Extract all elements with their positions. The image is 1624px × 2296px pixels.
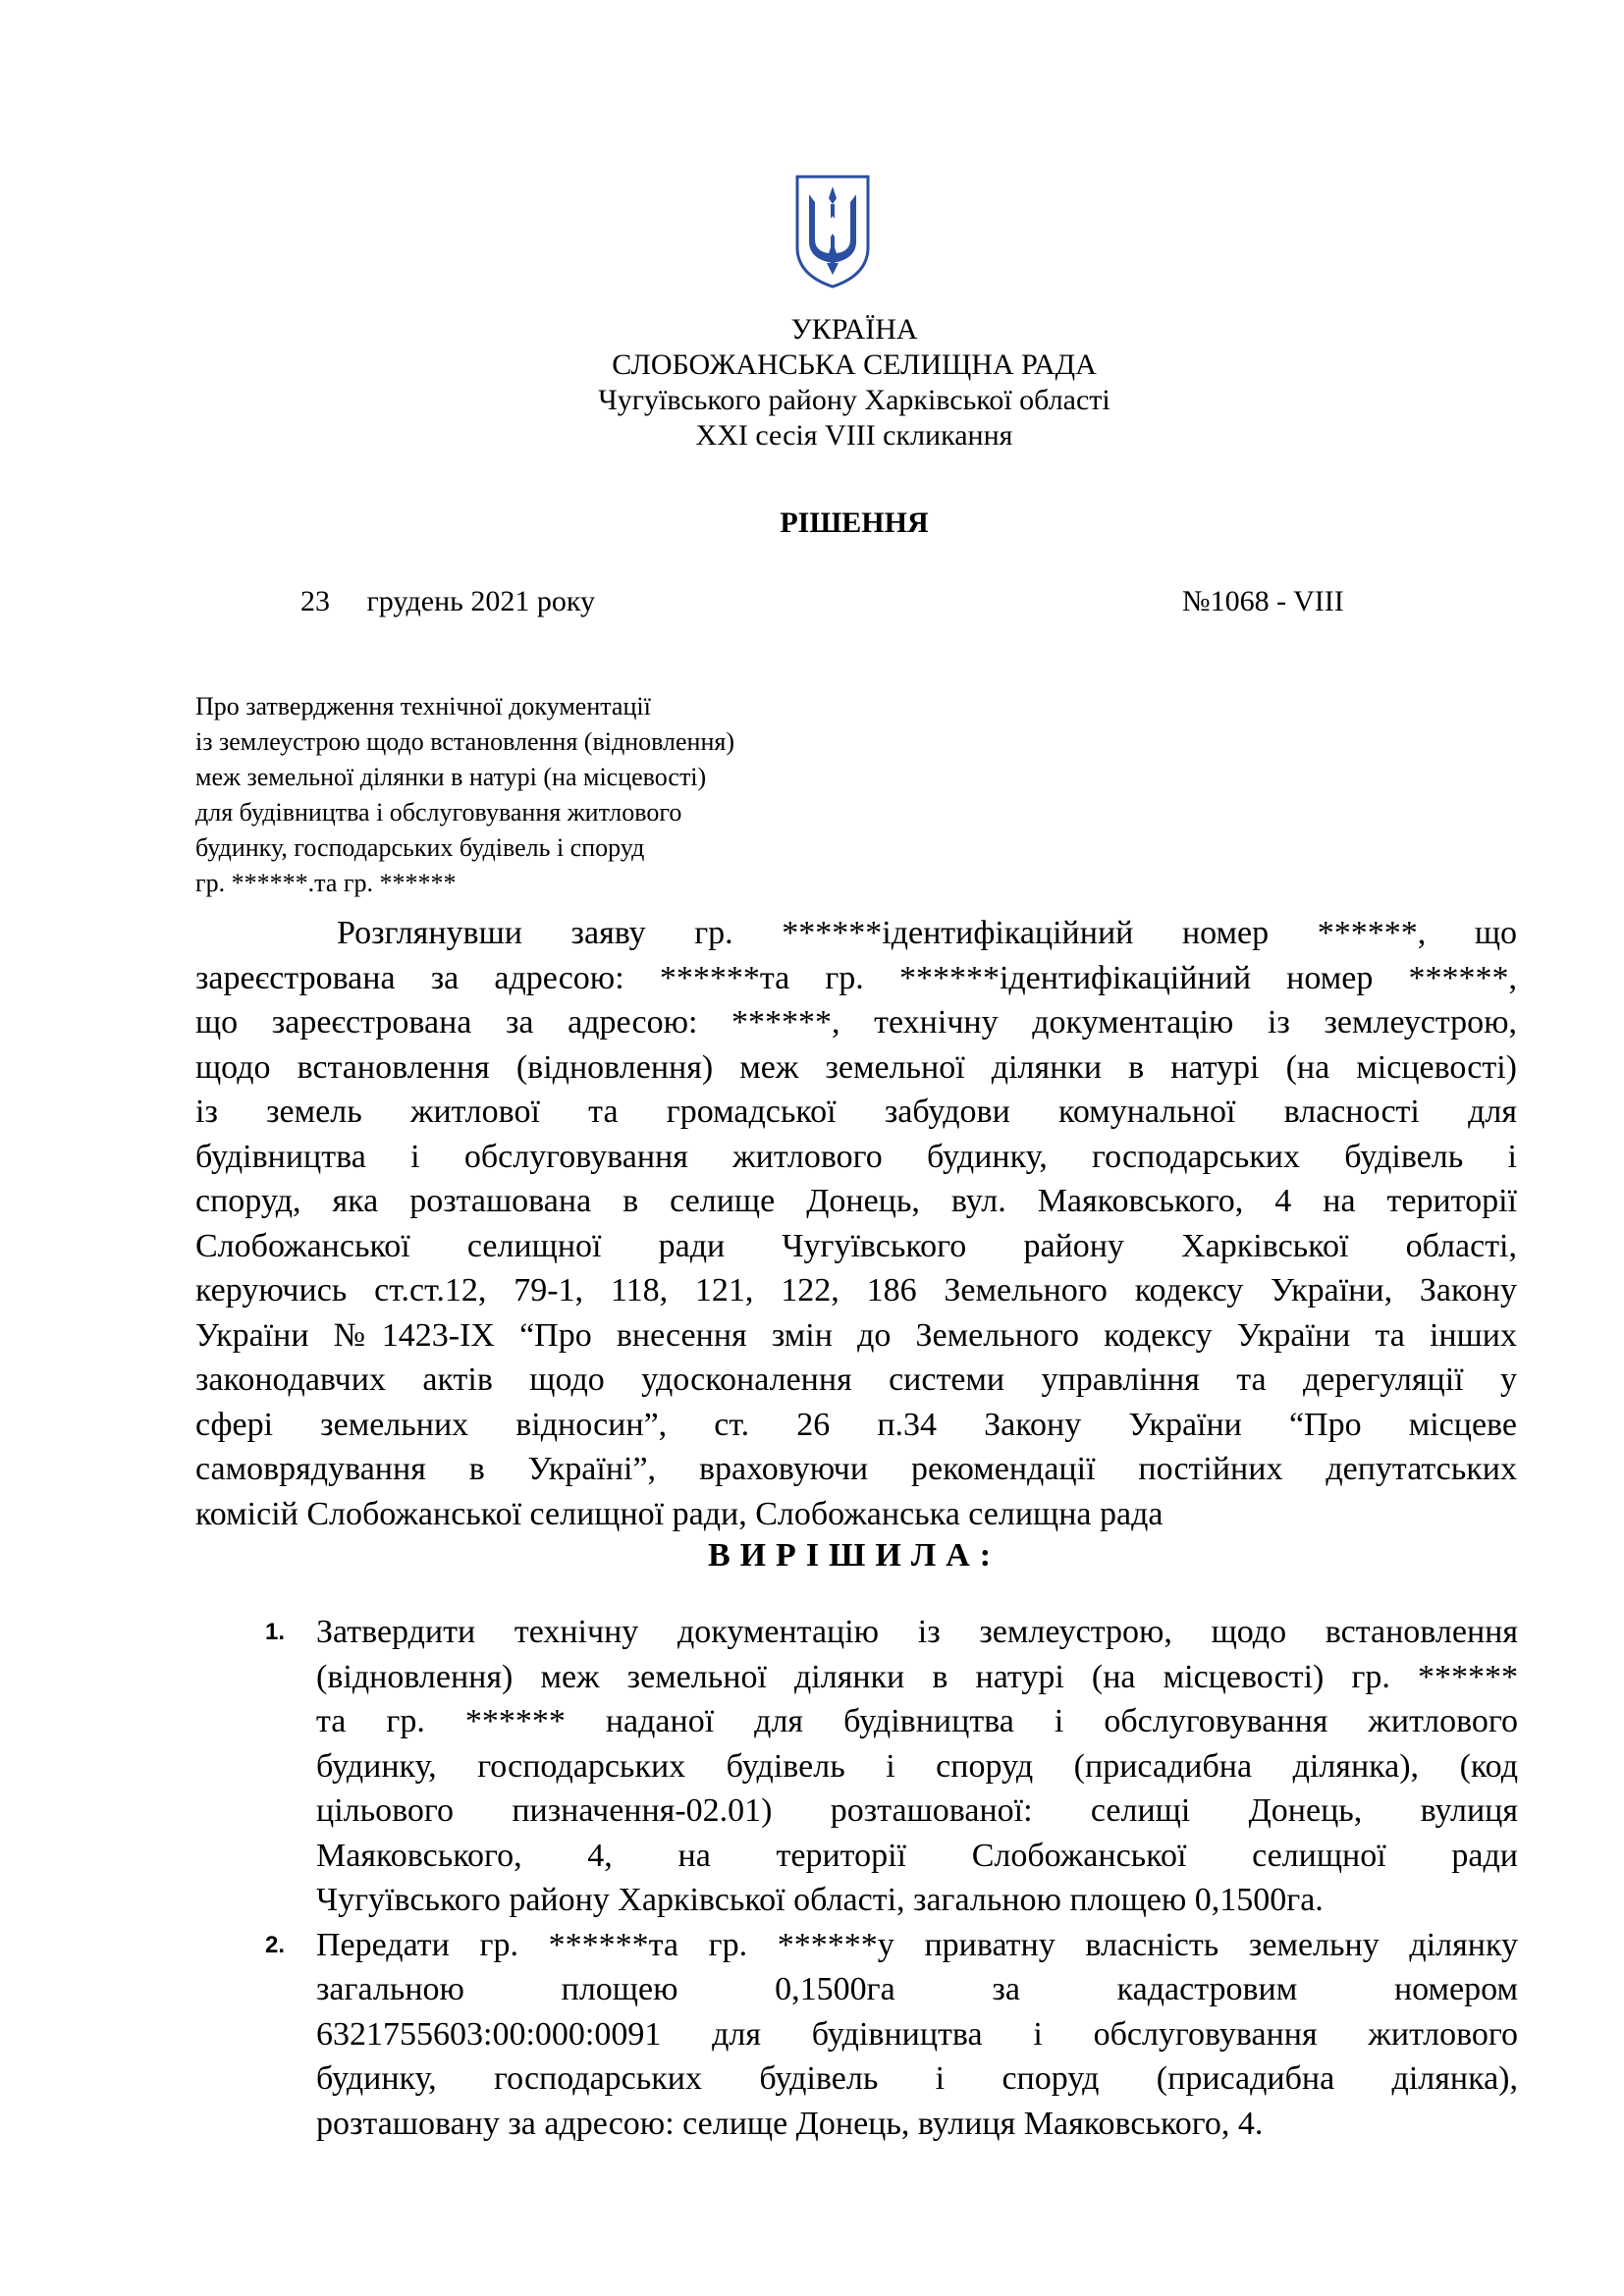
header-council: СЛОБОЖАНСЬКА СЕЛИЩНА РАДА (612, 348, 1097, 381)
preamble-line: зареєстрована за адресою: ******та гр. ******ідентифікаційний номер ******, (195, 959, 1517, 996)
preamble-line: щодо встановлення (відновлення) меж земельної ділянки в натурі (на місцевості) (195, 1048, 1517, 1086)
preamble-paragraph (195, 911, 1517, 1536)
header-district: Чугуївського району Харківської області (598, 384, 1110, 416)
item-number: 2. (265, 1931, 286, 1958)
item-line: загальною площею 0,1500га за кадастровим номером (316, 1971, 1518, 2007)
preamble-line: керуючись ст.ст.12, 79-1, 118, 121, 122, 186 Земельного кодексу України, Закону (195, 1272, 1517, 1308)
item-line: 6321755603:00:000:0091 для будівництва і обслуговування житлового (316, 2015, 1518, 2053)
preamble-line: із земель житлової та громадської забудови комунальної власності для (195, 1094, 1517, 1130)
resolution-item (265, 1610, 1518, 1923)
preamble-line: будівництва і обслуговування житлового будинку, господарських будівель і (195, 1138, 1517, 1175)
item-line: Затвердити технічну документацію із землеустрою, щодо встановлення (316, 1614, 1518, 1650)
item-line: Передати гр. ******та гр. ******у приватну власність земельну ділянку (316, 1926, 1518, 1963)
item-line: будинку, господарських будівель і споруд (присадибна ділянка), (316, 2060, 1518, 2097)
subject-line: гр. ******.та гр. ****** (195, 869, 457, 897)
item-line: будинку, господарських будівель і споруд (присадибна ділянка), (код (316, 1747, 1518, 1785)
header-country: УКРАЇНА (790, 313, 918, 346)
subject-line: із землеустрою щодо встановлення (відновлення) (195, 727, 734, 756)
item-line: розташовану за адресою: селище Донець, вулиця Маяковського, 4. (316, 2105, 1264, 2142)
decision-number: №1068 - VIII (1182, 585, 1344, 617)
preamble-line: Слобожанської селищної ради Чугуївського району Харківської області, (195, 1227, 1517, 1264)
item-line: цільового пизначення-02.01) розташованої: селищі Донець, вулиця (316, 1792, 1518, 1829)
subject-line: Про затвердження технічної документації (195, 692, 651, 721)
header-session: XXI сесія VIII скликання (695, 419, 1013, 452)
decision-date: 23 грудень 2021 року (300, 585, 595, 617)
preamble-line: сфері земельних відносин”, ст. 26 п.34 Закону України “Про місцеве (195, 1406, 1517, 1443)
item-line: Чугуївського району Харківської області, загальною площею 0,1500га. (316, 1882, 1324, 1918)
preamble-line: комісій Слобожанської селищної ради, Слобожанська селищна рада (195, 1495, 1164, 1532)
preamble-line: законодавчих актів щодо удосконалення системи управління та дерегуляції у (195, 1362, 1517, 1398)
decision-title: РІШЕННЯ (780, 507, 929, 539)
resolution-items (265, 1610, 1518, 2146)
decision-subject (195, 689, 734, 901)
resolved-heading: ВИРІШИЛА: (707, 1537, 1001, 1574)
preamble-line: України №1423-IX “Про внесення змін до Земельного кодексу України та інших (195, 1316, 1517, 1354)
item-line: (відновлення) меж земельної ділянки в натурі (на місцевості) гр. ****** (316, 1658, 1518, 1695)
preamble-line: Розглянувши заяву гр. ******ідентифікаційний номер ******, що (337, 915, 1517, 951)
item-number: 1. (265, 1619, 286, 1645)
item-line: Маяковського, 4, на території Слобожанської селищної ради (316, 1837, 1518, 1874)
resolution-item (265, 1923, 1518, 2147)
item-line: та гр. ****** наданої для будівництва і обслуговування житлового (316, 1703, 1518, 1739)
trident-coat-of-arms-icon (793, 173, 872, 291)
subject-line: для будівництва і обслуговування житлового (195, 798, 682, 827)
preamble-line: споруд, яка розташована в селище Донець, вул. Маяковського, 4 на території (195, 1183, 1517, 1219)
preamble-line: самоврядування в Україні”, враховуючи рекомендації постійних депутатських (195, 1451, 1517, 1487)
preamble-line: що зареєстрована за адресою: ******, технічну документацію із землеустрою, (195, 1004, 1517, 1041)
subject-line: будинку, господарських будівель і споруд (195, 833, 645, 862)
subject-line: меж земельної ділянки в натурі (на місцевості) (195, 763, 707, 791)
document-header (0, 312, 1624, 454)
